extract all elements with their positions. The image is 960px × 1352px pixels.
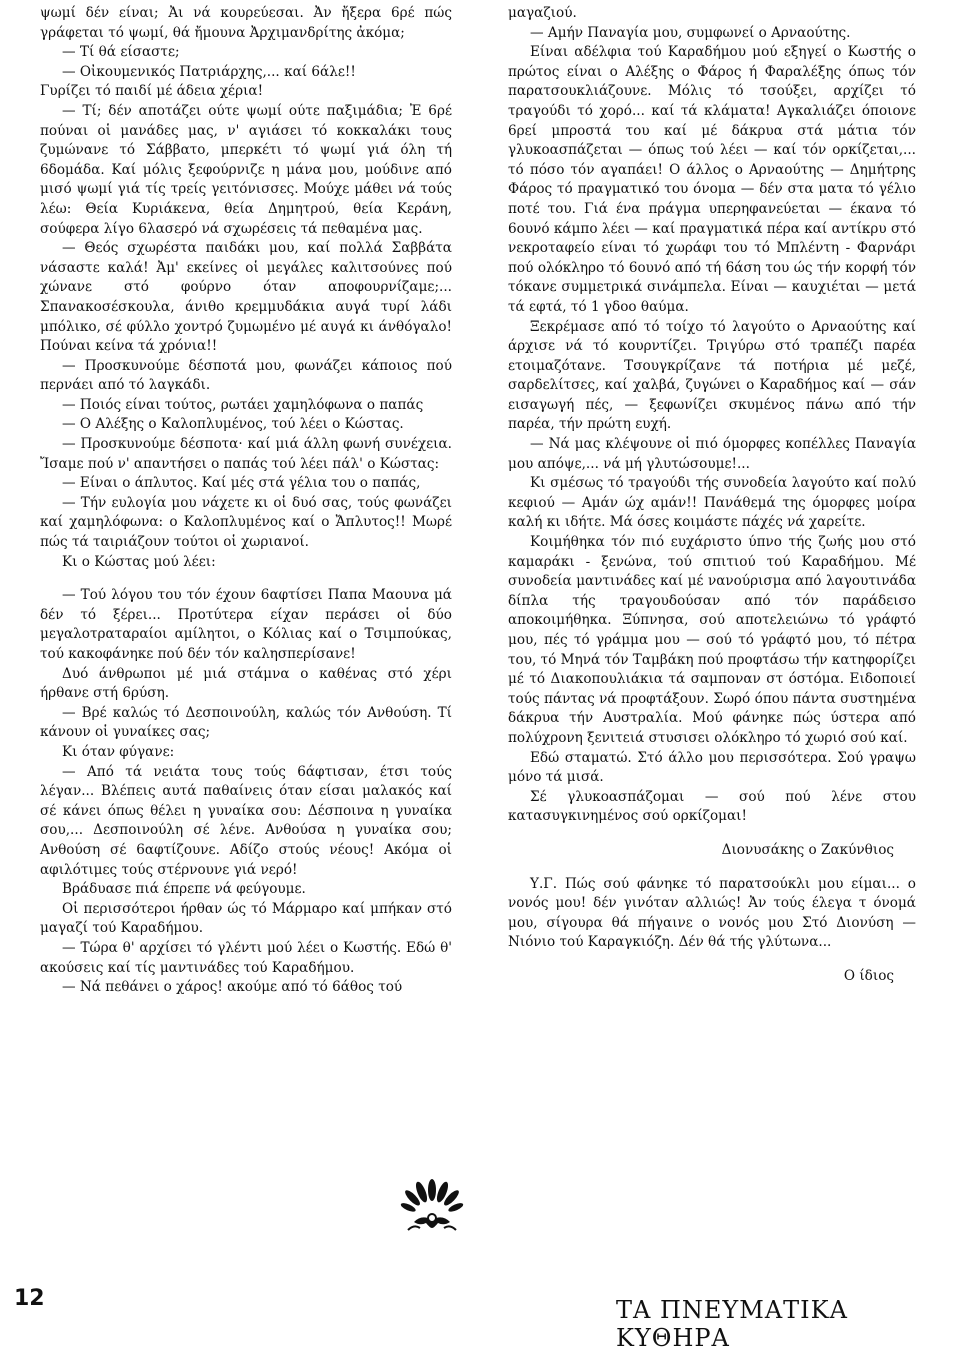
postscript: Υ.Γ. Πώς σού φάνηκε τό παρατσούκλι μου είμαι... ο νονός μου! δέν γινόταν αλλιώς! Ἀν τούς έλεγα τ όνομά μου, σίγουρα θά πήγαινε ο νονός μου Στό Διονύση — Νιόνιο τού Καραγκιόζη. Δέν θά τής γλύτωνα...	[508, 875, 916, 951]
paragraph: — Τού λόγου του τόν έχουν 6αφτίσει Παπα Μαουνα μά δέν τό ξέρει... Προτύτερα είχαν περάσει οἱ δύο μεγαλοτραταραίοι αμίλητοι, ο Κόλιας καί ο Τσιμπούκας, τού κακοφάνηκε πού δέν τόν καλησπερίσανε!	[40, 587, 452, 662]
paragraph: μαγαζιού.	[508, 5, 577, 21]
paragraph: Κι όταν φύγανε:	[62, 743, 175, 760]
paragraph: Γυρίζει τό παιδί μέ άδεια χέρια!	[40, 83, 264, 100]
paragraph: Βράδυασε πιά έπρεπε νά φεύγουμε.	[62, 881, 306, 898]
palmette-ornament-icon	[400, 1178, 464, 1238]
paragraph: Είναι αδέλφια τού Καραδήμου μού εξηγεί ο Κωστής ο πρώτος είναι ο Αλέξης ο Φάρος ή Φαραλέξης όπως τόν παρατσουκλιάζουνε. Μόλις τό τσούξει, αρχίζει τό τραγούδι τό χορό... καί τά κλάματα! Αγκαλιάζει όποιονε 6ρεί μπροστά του καί μέ δάκρυα στά μάτια τόν γλυκοασπάζεται — όπως τού λέει — καί τόν ορκίζεται,... τό πόσο τόν αγαπάει! Ο άλλος ο Αρναούτης — Δημήτρης Φάρος τό πραγματικό του όνομα — δέν στα ματα τό γέλιο ποτέ του. Γιά ένα πράγμα υπερηφανεύεται — έκανα τό 6ουνό κάμπο λέει — καί πραγματικά πέρα καί αντίκρυ στό νεκροταφείο είναι τό χωράφι του τό Μπλέντη - Φαρνάρι πού ολόκληρο τό 6ουνό από τή 6άση του ώς τήν κορφή τόν τόκανε συμμετρικά σινάμπελα. Είναι — καυχιέται — μετά τά εφτά, τό 1 γδοο θαύμα.	[508, 44, 916, 315]
paragraph: — Νά πεθάνει ο χάρος! ακούμε από τό 6άθος τού	[62, 979, 403, 996]
signature: Διονυσάκης ο Ζακύνθιος	[721, 841, 894, 858]
paragraph: — Προσκυνούμε δέσποτά μου, φωνάζει κάποιος πού περνάει από τό λαγκάδι.	[40, 357, 452, 394]
paragraph: Σέ γλυκοασπάζομαι — σού πού λένε στου κατασυγκινημένος σού ορκίζομαι!	[508, 788, 916, 825]
paragraph: Εδώ σταματώ. Στό άλλο μου περισσότερα. Σού γραψω μόνο τά μισά.	[508, 749, 916, 786]
paragraph: — Ο Αλέξης ο Καλοπλυμένος, τού λέει ο Κώστας.	[62, 416, 404, 433]
right-column	[508, 4, 916, 987]
left-column	[40, 4, 452, 998]
postscript-signature: Ο ίδιος	[843, 967, 894, 984]
paragraph: — Ποιός είναι τούτος, ρωτάει χαμηλόφωνα ο παπάς	[62, 396, 424, 413]
paragraph: Ξεκρέμασε από τό τοίχο τό λαγούτο ο Αρναούτης καί άρχισε νά τό κουρντίζει. Τριγύρω στό τραπέζι παρέα ετοιμαζότανε. Τσουγκρίζανε τά ποτήρια μέ μεζέ, σαρδελίτσες, καί χαλβά, ζυγώνει ο Καραδήμος καί — σάν εισαγωγή πές, — ξεφωνίζει σκυμένος πάνω από τήν παρέα, τήν πρώτη ευχή.	[508, 318, 916, 433]
paragraph: — Τώρα θ' αρχίσει τό γλέντι μού λέει ο Κωστής. Εδώ θ' ακούσεις καί τίς μαντινάδες τού Καραδήμου.	[40, 939, 452, 976]
page-number: 12	[14, 1286, 45, 1311]
paragraph: — Είναι ο άπλυτος. Καί μές στά γέλια του ο παπάς,	[62, 475, 421, 492]
paragraph: ψωμί δέν είναι; Ἀι νά κουρεύεσαι. Ἀν ἤξερα 6ρέ πώς γράφεται τό ψωμί, θά ἤμουνα Ἀρχιμανδρίτης ἀκόμα;	[40, 5, 452, 41]
paragraph: — Τί θά είσαστε;	[62, 44, 180, 61]
paragraph: Κι ο Κώστας μού λέει:	[62, 553, 216, 570]
magazine-title: ΤΑ ΠΝΕΥΜΑΤΙΚΑ ΚΥΘΗΡΑ	[616, 1296, 848, 1352]
paragraph: Κι σμέσως τό τραγούδι τής συνοδεία λαγούτο καί πολύ κεφιού — Αμάν ώχ αμάν!! Πανάθεμά της όμορφες μοίρα καλή κι ιδήτε. Μά όσες κοιμάστε πάχές νά χαρείτε.	[508, 475, 916, 531]
paragraph: — Από τά νειάτα τους τούς 6άφτισαν, έτσι τούς λέγαν... Βλέπεις αυτά παθαίνεις όταν είσαι μαλακός καί σέ κάνει όπως θέλει η γυναίκα σου: Δέσποινα η γυναίκα σου,... Δεσποινούλη σέ λένε. Ανθούσα η γυναίκα σου; Ανθούση σέ 6αφτίζουνε. Αδίζο στούς νέους! Ακόμα οἱ αφιλότιμες τούς στέρνουνε γιά νερό!	[40, 763, 452, 878]
paragraph: — Θεός σχωρέστα παιδάκι μου, καί πολλά Σαββάτα νάσαστε καλά! Ἀμ' εκείνες οἱ μεγάλες καλιτσούνες πού χώνανε στό φούρνο όταν αποφουρνίζαμε;... Σπανακοσέσκουλα, άνιθο κρεμμυδάκια αυγά τυρί λάδι μπόλικο, σέ φύλλο χοντρό ζυμωμένο μέ αυγά κι άνθόγαλο! Πούναι κείνα τά χρόνια!!	[40, 240, 452, 355]
paragraph: — Αμήν Παναγία μου, συμφωνεί ο Αρναούτης.	[530, 24, 851, 41]
paragraph: — Τήν ευλογία μου νάχετε κι οἱ δυό σας, τούς φωνάζει καί χαμηλόφωνα: ο Καλοπλυμένος καί ο Ἄπλυτος!! Μωρέ πώς τά ταιριάζουν τούτοι οἱ χωριανοί.	[40, 494, 452, 551]
paragraph: — Τί; δέν αποτάζει ούτε ψωμί ούτε παξιμάδια; Ἐ 6ρέ πούναι οἱ μανάδες μας, ν' αγιάσει τό κοκκαλάκι τους ζυμώνανε τό Σάββατο, μπερκέτι τό ψωμί γιά όλη τή 6δομάδα. Καί μόλις ξεφούρνιζε η μάνα μου, μούδινε από μισό ψωμί γιά τίς τρείς γειτόνισσες. Μούχε μάθει νά τούς λέω: Θεία Κυριάκενα, θεία Δημητρού, θεία Κεράνη, σούφερα λίγο 6λασερό νά σχωρέσεις τά πεθαμένα μας.	[40, 102, 452, 237]
paragraph: — Βρέ καλώς τό Δεσποινούλη, καλώς τόν Ανθούση. Τί κάνουν οἱ γυναίκες σας;	[40, 704, 452, 741]
paragraph: — Νά μας κλέψουνε οἱ πιό όμορφες κοπέλλες Παναγία μου απόψε,... νά μή γλυτώσουμε!...	[508, 436, 916, 472]
paragraph: Δυό άνθρωποι μέ μιά στάμνα ο καθένας στό χέρι ήρθανε στή 6ρύση.	[40, 665, 452, 702]
paragraph: Κοιμήθηκα τόν πιό ευχάριστο ύπνο τής ζωής μου στό καμαράκι - ξενώνα, τού σπιτιού τού Καραδήμου. Μέ συνοδεία μαντινάδες καί μέ νανούρισμα από λαγουτινάδα δίπλα τής τραγουδούσαν από τόν παράδεισο αποκοιμήθηκα. Ξύπνησα, σού αποτελειώνω τό γράφτό μου, πές τό γράμμα μου — σού τό γράφτό μου, τό πέτρα του, τό Μηνά τόν Ταμβάκη πού προφτάσω τήν κατηφορίζει μέ τό Διακοπουλιάκια τά σαμποναν στ όστόμα. Ειδοποιεί τούς πάντας νά προφτάξουν. Σωρό όπου πάντα συστημένα δάκρυα τήν Αυστραλία. Μού φάνηκε πώς ύστερα από πολύχρονη ξενιτειά στυσισει ολόκληρο τό χωριό σού καί.	[508, 534, 916, 746]
paragraph: Οἱ περισσότεροι ήρθαν ώς τό Μάρμαρο καί μπήκαν στό μαγαζί τού Καραδήμου.	[40, 900, 452, 937]
paragraph: — Οἰκουμενικός Πατριάρχης,... καί 6άλε!!	[62, 63, 356, 80]
paragraph: — Προσκυνούμε δέσποτα· καί μιά άλλη φωνή συνέχεια. Ἴσαμε πού ν' απαντήσει ο παπάς τού λέει πάλ' ο Κώστας:	[40, 436, 452, 472]
